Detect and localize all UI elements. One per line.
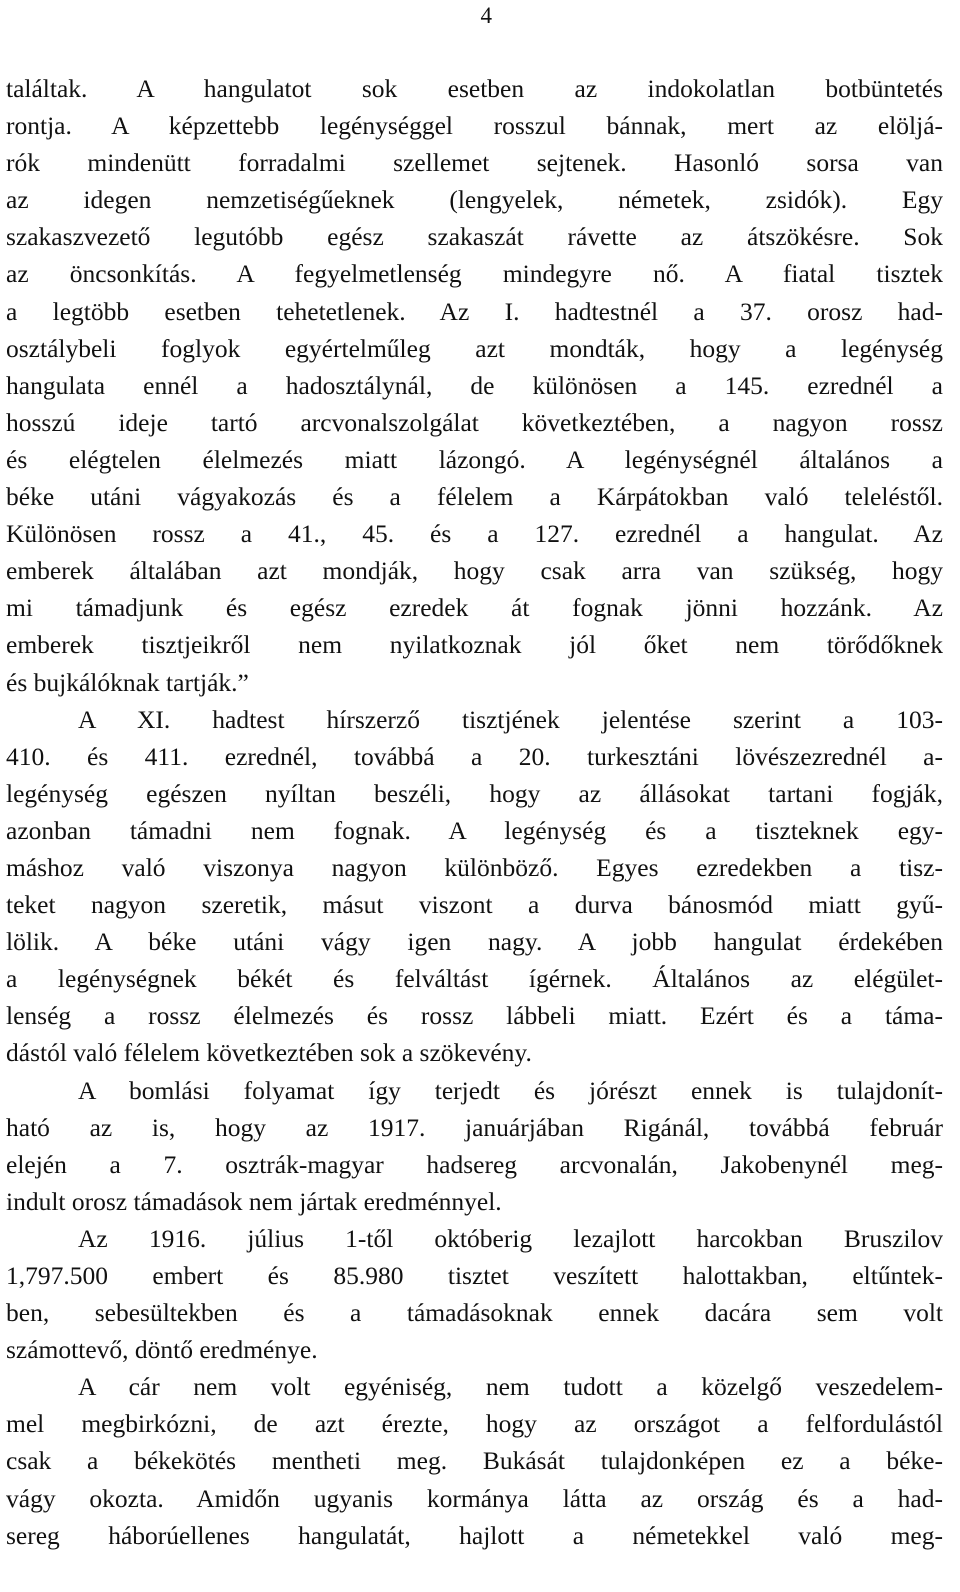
- body-text: [6, 70, 943, 1554]
- text-line: találtak. A hangulatot sok esetben az indokolatlan botbüntetés: [6, 74, 943, 103]
- text-line: ható az is, hogy az 1917. januárjában Rigánál, továbbá február: [6, 1112, 943, 1142]
- text-line: máshoz való viszonya nagyon különböző. Egyes ezredekben a tisz-: [6, 852, 943, 882]
- text-line: dástól való félelem következtében sok a szökevény.: [6, 1038, 532, 1068]
- text-line: számottevő, döntő eredménye.: [6, 1335, 318, 1365]
- text-line: elején a 7. osztrák-magyar hadsereg arcvonalán, Jakobenynél meg-: [6, 1149, 943, 1179]
- text-line: azonban támadni nem fognak. A legénység és a tiszteknek egy-: [6, 815, 943, 845]
- text-line: Az 1916. július 1-től októberig lezajlott harcokban Bruszilov: [78, 1223, 943, 1253]
- page-number: 4: [480, 3, 492, 28]
- text-line: emberek tisztjeikről nem nyilatkoznak jól őket nem törődőknek: [6, 630, 943, 660]
- text-line: legénység egészen nyíltan beszéli, hogy az állásokat tartani fogják,: [6, 778, 943, 808]
- text-line: szakaszvezető legutóbb egész szakaszát rávette az átszökésre. Sok: [6, 222, 943, 252]
- text-line: hosszú ideje tartó arcvonalszolgálat következtében, a nagyon rossz: [6, 407, 943, 437]
- text-line: lölik. A béke utáni vágy igen nagy. A jobb hangulat érdekében: [6, 927, 943, 957]
- text-line: az idegen nemzetiségűeknek (lengyelek, németek, zsidók). Egy: [6, 185, 943, 215]
- text-line: 1,797.500 embert és 85.980 tisztet veszített halottakban, eltűntek-: [6, 1261, 943, 1290]
- text-line: mi támadjunk és egész ezredek át fognak jönni hozzánk. Az: [6, 593, 943, 623]
- text-line: teket nagyon szeretik, másut viszont a durva bánosmód miatt gyű-: [6, 890, 943, 920]
- text-line: osztálybeli foglyok egyértelműleg azt mondták, hogy a legénység: [6, 333, 943, 363]
- text-line: 410. és 411. ezrednél, továbbá a 20. turkesztáni lövészezrednél a-: [6, 741, 943, 771]
- text-line: hangulata ennél a hadosztálynál, de különösen a 145. ezrednél a: [6, 370, 943, 400]
- text-line: a legtöbb esetben tehetetlenek. Az I. hadtestnél a 37. orosz had-: [6, 296, 943, 326]
- text-line: rontja. A képzettebb legénységgel rosszul bánnak, mert az elöljá-: [6, 111, 943, 141]
- text-line: sereg háborúellenes hangulatát, hajlott a németekkel való meg-: [6, 1520, 943, 1550]
- text-line: a legénységnek békét és felváltást ígérnek. Általános az elégület-: [6, 964, 943, 994]
- text-line: béke utáni vágyakozás és a félelem a Kárpátokban való teleléstől.: [6, 482, 943, 512]
- text-line: az öncsonkítás. A fegyelmetlenség mindegyre nő. A fiatal tisztek: [6, 259, 943, 289]
- text-line: mel megbirkózni, de azt érezte, hogy az országot a felfordulástól: [6, 1409, 943, 1439]
- text-line: vágy okozta. Amidőn ugyanis kormánya látta az ország és a had-: [6, 1483, 943, 1513]
- text-line: és bujkálóknak tartják.”: [6, 667, 249, 697]
- text-line: A bomlási folyamat így terjedt és jórészt ennek is tulajdonít-: [78, 1075, 943, 1105]
- text-line: lenség a rossz élelmezés és rossz lábbeli miatt. Ezért és a táma-: [6, 1001, 943, 1031]
- text-line: indult orosz támadások nem jártak eredménnyel.: [6, 1186, 502, 1216]
- text-line: rók mindenütt forradalmi szellemet sejtenek. Hasonló sorsa van: [6, 148, 943, 178]
- text-line: emberek általában azt mondják, hogy csak arra van szükség, hogy: [6, 556, 943, 586]
- text-line: A XI. hadtest hírszerző tisztjének jelentése szerint a 103-: [78, 704, 943, 734]
- text-line: Különösen rossz a 41., 45. és a 127. ezrednél a hangulat. Az: [6, 519, 943, 549]
- text-line: ben, sebesültekben és a támadásoknak ennek dacára sem volt: [6, 1298, 943, 1328]
- text-line: A cár nem volt egyéniség, nem tudott a közelgő veszedelem-: [78, 1372, 943, 1402]
- text-line: csak a békekötés mentheti meg. Bukását tulajdonképen ez a béke-: [6, 1446, 943, 1476]
- text-line: és elégtelen élelmezés miatt lázongó. A legénységnél általános a: [6, 444, 943, 474]
